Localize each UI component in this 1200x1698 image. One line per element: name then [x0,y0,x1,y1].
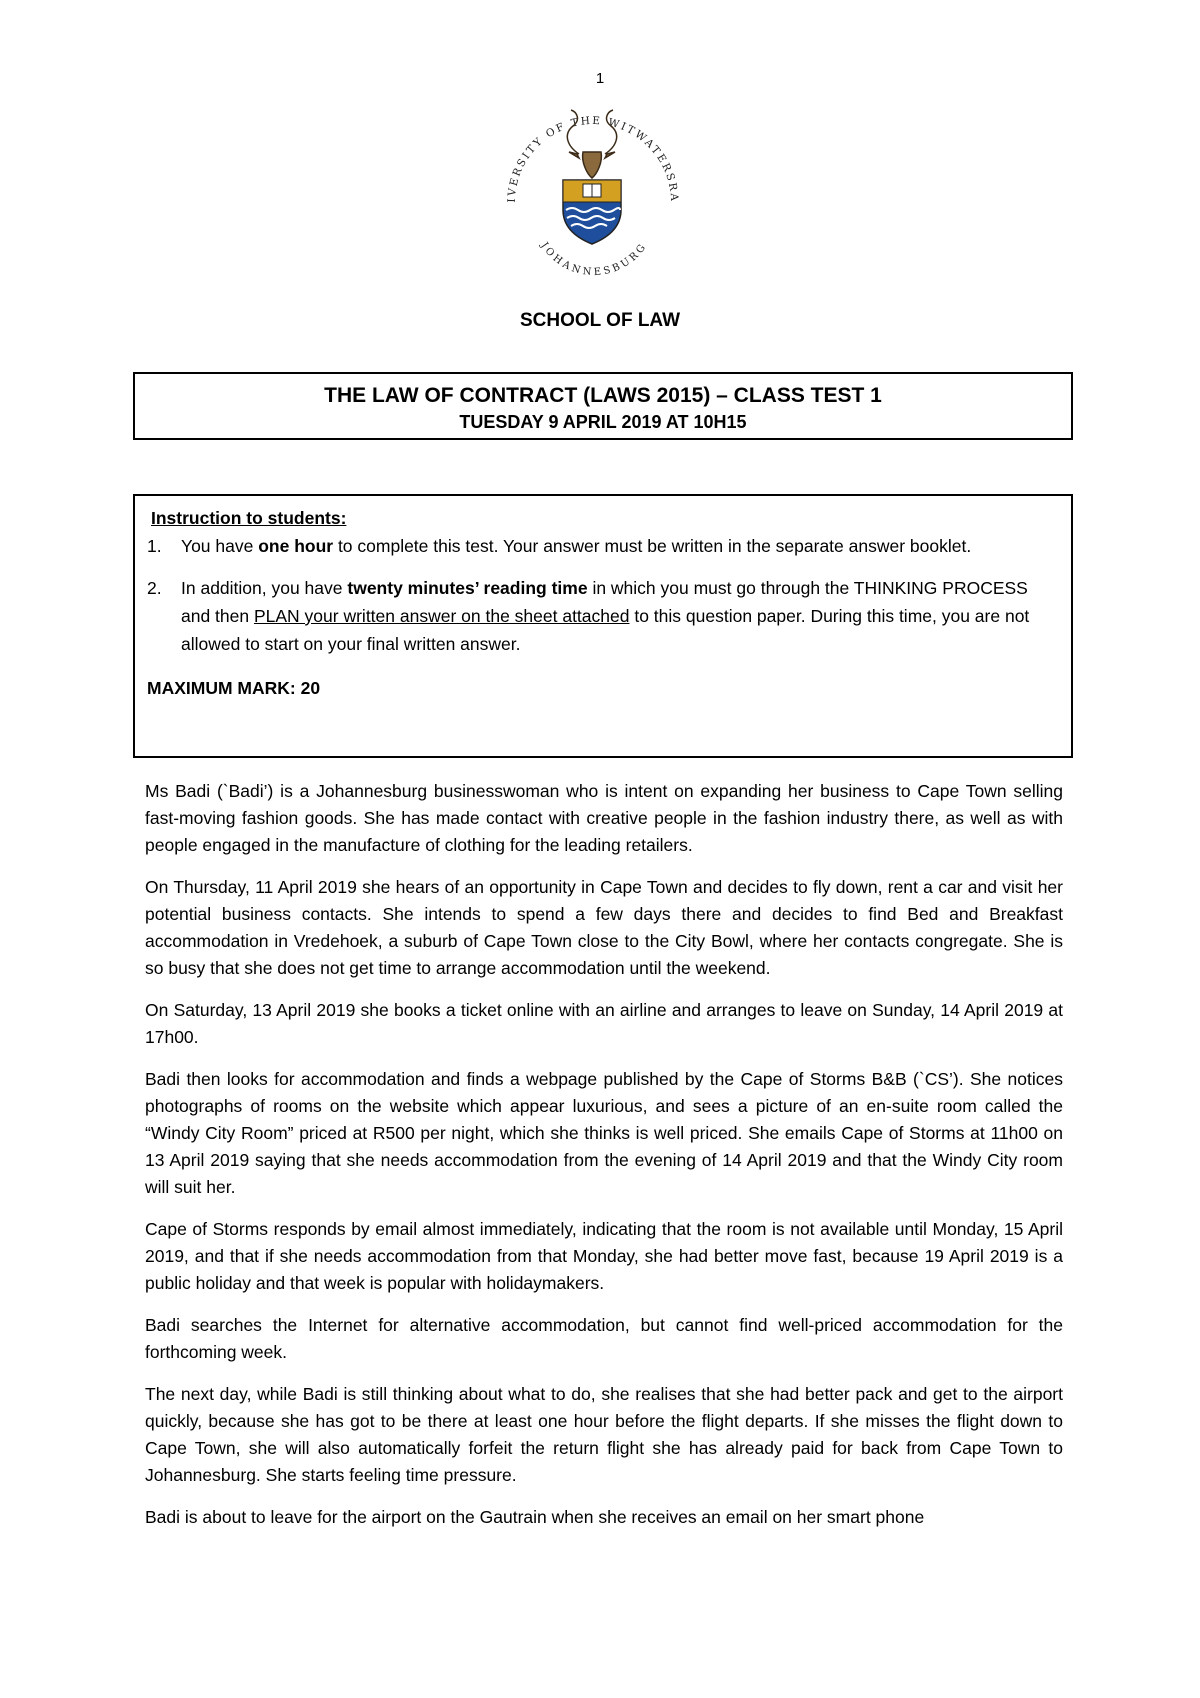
question-body [145,778,1063,1546]
paragraph: Cape of Storms responds by email almost immediately, indicating that the room is not available until Monday, 15 April 2019, and that if she needs accommodation from that Monday, she had better move fast, because 19 April 2019 is a public holiday and that week is popular with holidaymakers. [145,1219,1063,1293]
maximum-mark: MAXIMUM MARK: 20 [147,678,321,698]
crest-svg [493,92,691,277]
instruction-item-2 [147,574,1061,658]
instruction-number: 2. [147,578,162,598]
test-date: TUESDAY 9 APRIL 2019 AT 10H15 [459,412,747,432]
shield-icon [563,180,621,244]
paragraph: Badi is about to leave for the airport on the Gautrain when she receives an email on her smart phone [145,1507,925,1527]
paragraph: The next day, while Badi is still thinking about what to do, she realises that she had better pack and get to the airport quickly, because she has got to be there at least one hour before the flight departs. If she misses the flight down to Cape Town, she will also automatically forfeit the return flight she has already paid for back from Cape Town to Johannesburg. She starts feeling time pressure. [145,1384,1063,1485]
crest-arc-top-text: IVERSITY OF THE WITWATERSRA [505,114,681,204]
instructions-box [133,494,1073,758]
paragraph: On Saturday, 13 April 2019 she books a ticket online with an airline and arranges to leave on Sunday, 14 April 2019 at 17h00. [145,1000,1063,1047]
paragraph: On Thursday, 11 April 2019 she hears of an opportunity in Cape Town and decides to fly down, rent a car and visit her potential business contacts. She intends to spend a few days there and decides to find Bed and Breakfast accommodation in Vredehoek, a suburb of Cape Town close to the City Bowl, where her contacts congregate. She is so busy that she does not get time to arrange accommodation until the weekend. [145,877,1063,978]
paragraph: Badi searches the Internet for alternative accommodation, but cannot find well-priced accommodation for the forthcoming week. [145,1315,1063,1362]
instruction-item-1 [147,532,1061,560]
university-crest-logo [493,92,691,277]
test-title: THE LAW OF CONTRACT (LAWS 2015) – CLASS TEST 1 [324,384,882,407]
paragraph: Ms Badi (`Badi’) is a Johannesburg businesswoman who is intent on expanding her business to Cape Town selling fast-moving fashion goods. She has made contact with creative people in the fashion industry there, as well as with people engaged in the manufacture of clothing for the leading retailers. [145,781,1063,855]
school-heading: SCHOOL OF LAW [519,310,681,331]
instruction-number: 1. [147,536,162,556]
instruction-text: You have one hour to complete this test. Your answer must be written in the separate answer booklet. [181,536,972,556]
paragraph: Badi then looks for accommodation and finds a webpage published by the Cape of Storms B&B (`CS’). She notices photographs of rooms on the website which appear luxurious, and sees a picture of an en-suite room called the “Windy City Room” priced at R500 per night, which she thinks is well priced. She emails Cape of Storms at 11h00 on 13 April 2019 saying that she needs accommodation from the evening of 14 April 2019 and that the Windy City room will suit her. [145,1069,1063,1197]
crest-arc-bottom-text: JOHANNESBURG [538,240,650,277]
page-number: 1 [595,70,605,87]
title-box [133,372,1073,440]
instructions-heading: Instruction to students: [151,508,347,528]
instruction-text: In addition, you have twenty minutes’ reading time in which you must go through the THINKING PROCESS and then PLAN your written answer on the sheet attached to this question paper. During this time, you are not allowed to start on your final written answer. [181,578,1030,654]
